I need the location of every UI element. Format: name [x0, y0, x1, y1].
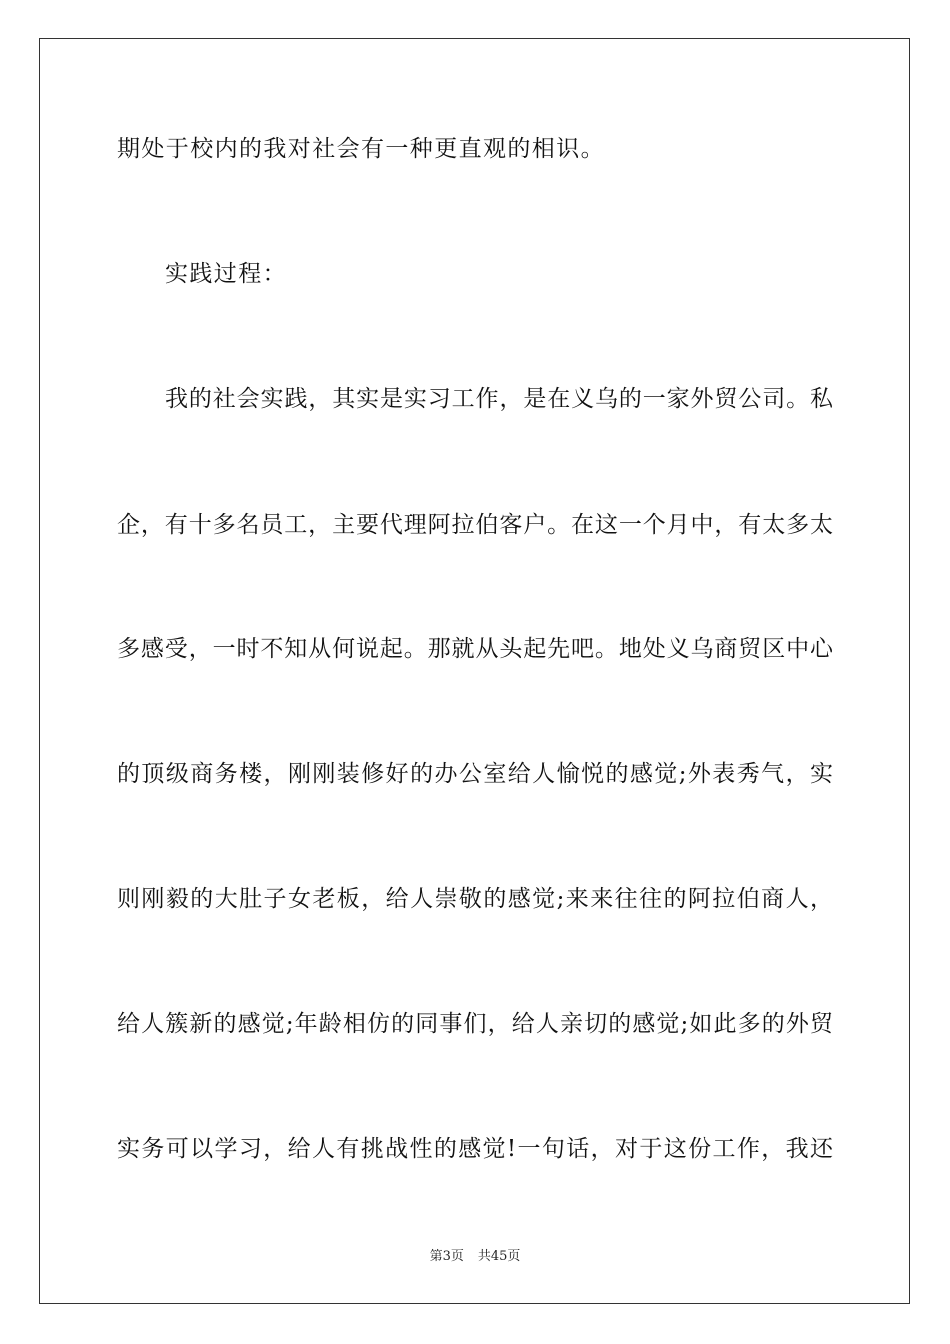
- section-heading: 实践过程：: [165, 261, 287, 287]
- page-border: [39, 38, 910, 1304]
- paragraph-line-3: 我的社会实践，其实是实习工作，是在义乌的一家外贸公司。私: [165, 386, 833, 412]
- paragraph-line-1: 期处于校内的我对社会有一种更直观的相识。: [117, 136, 605, 162]
- paragraph-line-5: 多感受，一时不知从何说起。那就从头起先吧。地处义乌商贸区中心: [117, 636, 833, 662]
- paragraph-line-4: 企，有十多名员工，主要代理阿拉伯客户。在这一个月中，有太多太: [117, 512, 833, 538]
- paragraph-line-8: 给人簇新的感觉;年龄相仿的同事们，给人亲切的感觉;如此多的外贸: [117, 1011, 833, 1037]
- total-pages: 共45页: [477, 1249, 521, 1264]
- page-number: 第3页: [429, 1249, 464, 1264]
- page-footer: [0, 1248, 950, 1266]
- paragraph-line-9: 实务可以学习，给人有挑战性的感觉!一句话，对于这份工作，我还: [117, 1136, 833, 1162]
- paragraph-line-6: 的顶级商务楼，刚刚装修好的办公室给人愉悦的感觉;外表秀气，实: [117, 761, 833, 787]
- paragraph-line-7: 则刚毅的大肚子女老板，给人崇敬的感觉;来来往往的阿拉伯商人，: [117, 886, 833, 912]
